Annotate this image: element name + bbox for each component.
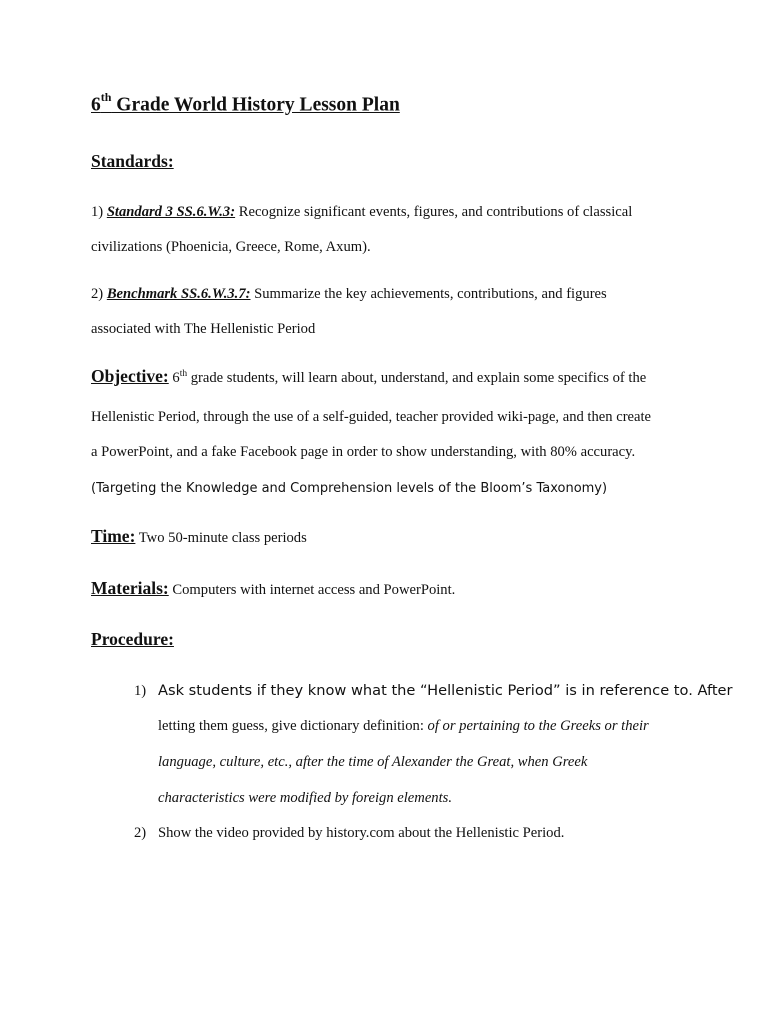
title-rest: Grade World History Lesson Plan bbox=[111, 94, 400, 116]
procedure-2-number: 2) bbox=[134, 825, 147, 841]
standard-2-label: Benchmark SS.6.W.3.7: bbox=[106, 286, 251, 302]
time-heading: Time: bbox=[91, 526, 136, 546]
time-line bbox=[91, 527, 307, 547]
procedure-1-line-3: language, culture, etc., after the time of Alexander the Great, when Greek bbox=[158, 754, 588, 770]
standard-1-line-2: civilizations (Phoenicia, Greece, Rome, Axum). bbox=[91, 239, 371, 255]
standard-1-label: Standard 3 SS.6.W.3: bbox=[106, 204, 236, 220]
objective-text: grade students, will learn about, understand, and explain some specifics of the bbox=[187, 370, 647, 386]
page-title bbox=[91, 92, 400, 117]
standards-heading: Standards: bbox=[91, 151, 174, 171]
objective-heading: Objective: bbox=[91, 366, 169, 386]
objective-line-4: (Targeting the Knowledge and Comprehension levels of the Bloom’s Taxonomy) bbox=[91, 481, 608, 496]
standard-1-line-1 bbox=[91, 203, 632, 221]
procedure-1-line-2-plain: letting them guess, give dictionary definition: bbox=[158, 718, 428, 734]
procedure-1-line-4: characteristics were modified by foreign elements. bbox=[158, 790, 452, 806]
procedure-1-line-2 bbox=[158, 717, 649, 735]
standard-1-text: Recognize significant events, figures, and contributions of classical bbox=[235, 204, 633, 220]
standard-2-number: 2) bbox=[91, 286, 107, 302]
title-superscript: th bbox=[100, 90, 112, 104]
standard-2-line-2: associated with The Hellenistic Period bbox=[91, 321, 316, 337]
procedure-1-line-2-italic: of or pertaining to the Greeks or their bbox=[427, 718, 649, 734]
procedure-2-line-1: Show the video provided by history.com about the Hellenistic Period. bbox=[158, 825, 565, 841]
standard-2-line-1 bbox=[91, 285, 607, 303]
time-text: Two 50-minute class periods bbox=[135, 530, 307, 546]
materials-text: Computers with internet access and PowerPoint. bbox=[168, 582, 456, 598]
procedure-heading: Procedure: bbox=[91, 629, 174, 649]
objective-line-2: Hellenistic Period, through the use of a self-guided, teacher provided wiki-page, and then create bbox=[91, 409, 652, 425]
objective-line-3: a PowerPoint, and a fake Facebook page in order to show understanding, with 80% accuracy. bbox=[91, 444, 636, 460]
procedure-1-number: 1) bbox=[134, 683, 147, 699]
standard-1-number: 1) bbox=[91, 204, 107, 220]
objective-prefix: 6 bbox=[168, 370, 180, 386]
title-prefix: 6 bbox=[91, 94, 101, 116]
standard-2-text: Summarize the key achievements, contributions, and figures bbox=[250, 286, 607, 302]
objective-superscript: th bbox=[179, 369, 188, 379]
objective-line-1 bbox=[91, 367, 646, 389]
materials-line bbox=[91, 579, 455, 599]
procedure-1-line-1: Ask students if they know what the “Hellenistic Period” is in reference to. After bbox=[158, 682, 733, 699]
materials-heading: Materials: bbox=[91, 578, 169, 598]
